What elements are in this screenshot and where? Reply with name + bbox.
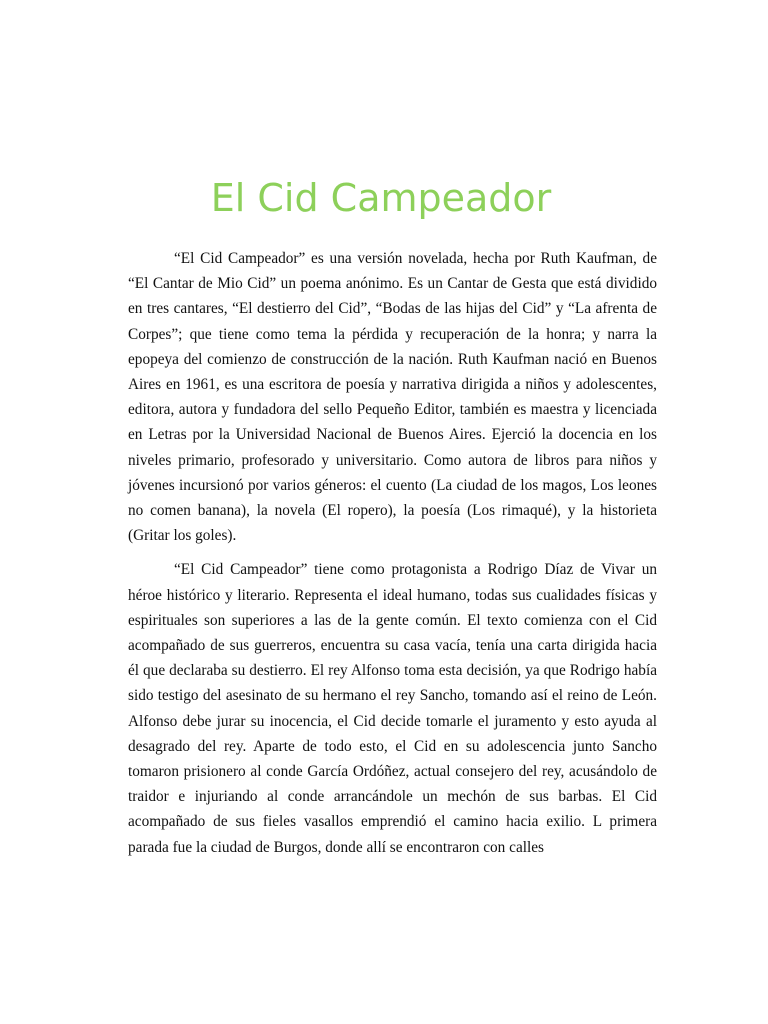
paragraph: “El Cid Campeador” es una versión novelada, hecha por Ruth Kaufman, de “El Cantar de Mio Cid” un poema anónimo. Es un Cantar de Gesta que está dividido en tres cantares, “El destierro del Cid”, “Bodas de las hijas del Cid” y “La afrenta de Corpes”; que tiene como tema la pérdida y recuperación de la honra; y narra la epopeya del comienzo de construcción de la nación. Ruth Kaufman nació en Buenos Aires en 1961, es una escritora de poesía y narrativa dirigida a niños y adolescentes, editora, autora y fundadora del sello Pequeño Editor, también es maestra y licenciada en Letras por la Universidad Nacional de Buenos Aires. Ejerció la docencia en los niveles primario, profesorado y universitario. Como autora de libros para niños y jóvenes incursionó por varios géneros: el cuento (La ciudad de los magos, Los leones no comen banana), la novela (El ropero), la poesía (Los rimaqué), y la historieta (Gritar los goles). (128, 250, 657, 545)
document-title: El Cid Campeador (210, 176, 552, 220)
paragraph: “El Cid Campeador” tiene como protagonista a Rodrigo Díaz de Vivar un héroe histórico y literario. Representa el ideal humano, todas sus cualidades físicas y espirituales son superiores a las de la gente común. El texto comienza con el Cid acompañado de sus guerreros, encuentra su casa vacía, tenía una carta dirigida hacia él que declaraba su destierro. El rey Alfonso toma esta decisión, ya que Rodrigo había sido testigo del asesinato de su hermano el rey Sancho, tomando así el reino de León. Alfonso debe jurar su inocencia, el Cid decide tomarle el juramento y esto ayuda al desagrado del rey. Aparte de todo esto, el Cid en su adolescencia junto Sancho tomaron prisionero al conde García Ordóñez, actual consejero del rey, acusándolo de traidor e injuriando al conde arrancándole un mechón de sus barbas. El Cid acompañado de sus fieles vasallos emprendió el camino hacia exilio. L primera parada fue la ciudad de Burgos, donde allí se encontraron con calles (128, 561, 657, 856)
document-body (128, 246, 657, 869)
